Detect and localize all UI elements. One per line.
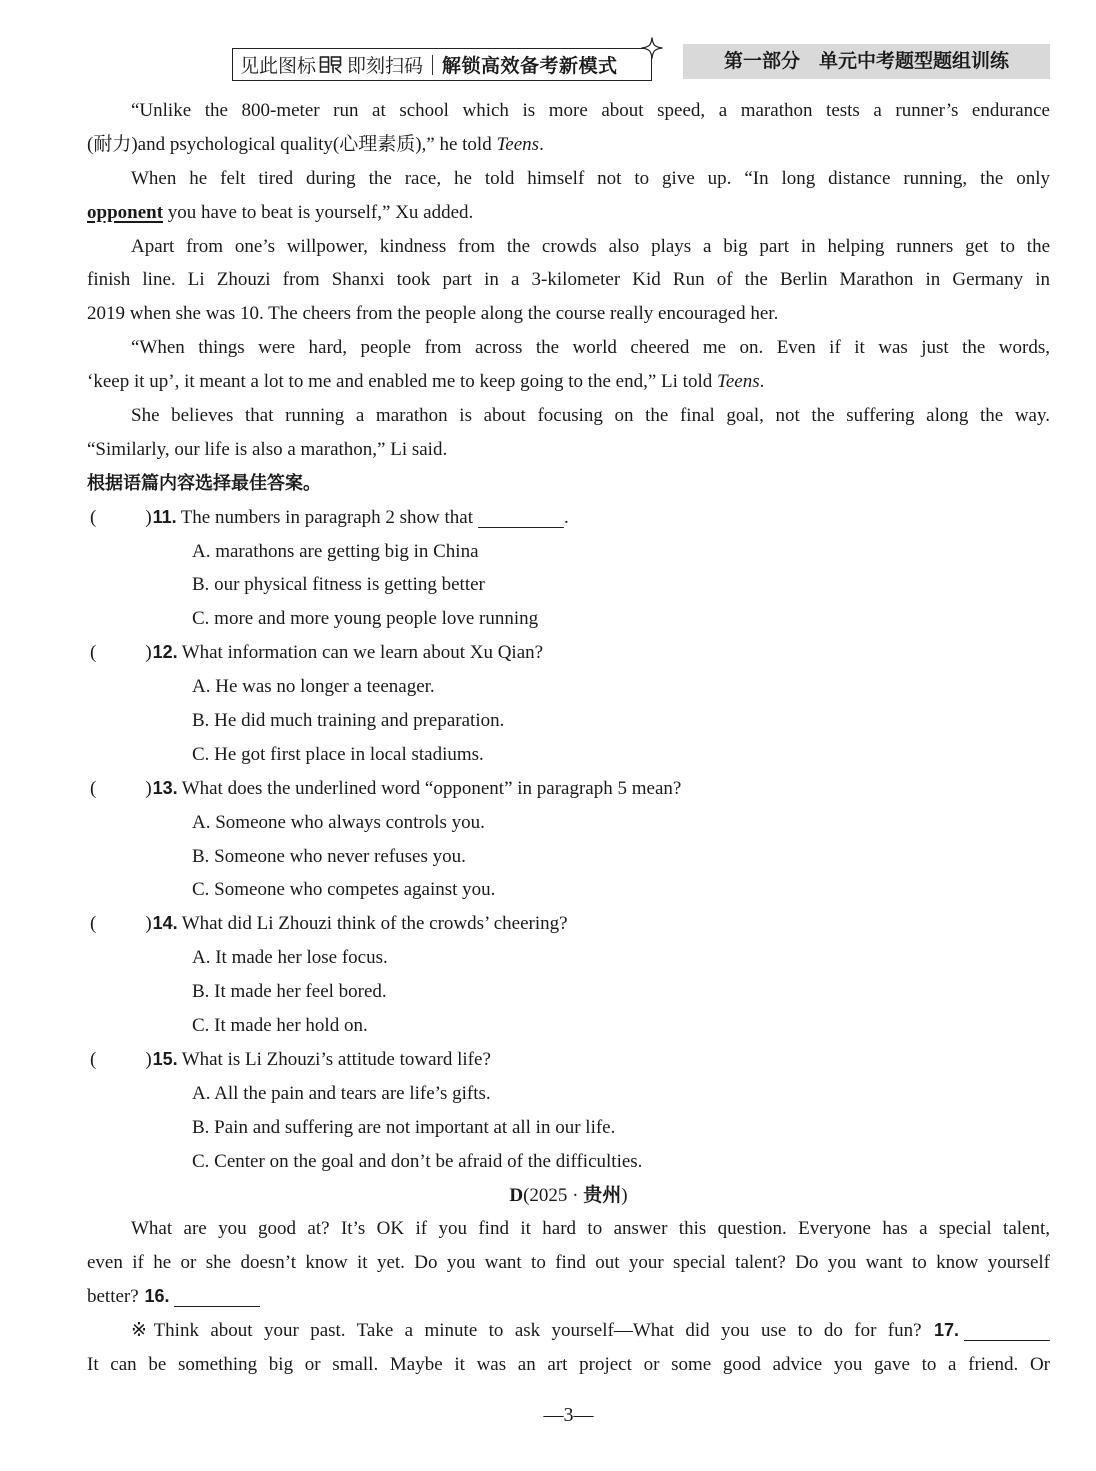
blank-number: 17. bbox=[933, 1320, 959, 1341]
question-number: 13. bbox=[152, 777, 178, 798]
answer-bracket-close: ) bbox=[145, 642, 152, 664]
question-14 bbox=[87, 907, 1050, 941]
text-run: you have to beat is yourself,” Xu added. bbox=[163, 201, 474, 223]
question-number: 11. bbox=[152, 506, 177, 527]
answer-blank bbox=[478, 509, 564, 528]
slogan-text: 解锁高效备考新模式 bbox=[442, 55, 618, 77]
banner-divider bbox=[432, 55, 433, 75]
scan-code-icon bbox=[319, 55, 343, 75]
passage-d-p1-line3 bbox=[87, 1280, 1050, 1314]
scan-prefix-text: 见此图标 bbox=[240, 55, 317, 77]
passage-c-p5-line1: She believes that running a marathon is about focusing on the final goal, not the suffering along the way. bbox=[131, 405, 1050, 427]
question-number: 14. bbox=[152, 913, 178, 934]
passage-letter: D bbox=[509, 1184, 524, 1206]
publication-name: Teens bbox=[496, 133, 540, 155]
question-instruction: 根据语篇内容选择最佳答案。 bbox=[87, 472, 321, 494]
question-12 bbox=[87, 636, 1050, 670]
option-c: C. Center on the goal and don’t be afraid of the difficulties. bbox=[192, 1150, 643, 1172]
answer-blank bbox=[964, 1322, 1050, 1341]
passage-c-p3-line2: finish line. Li Zhouzi from Shanxi took part in a 3-kilometer Kid Run of the Berlin Marathon in Germany in bbox=[87, 269, 1050, 291]
source-open: (2025 · bbox=[523, 1184, 584, 1206]
answer-bracket-close: ) bbox=[145, 506, 152, 528]
question-stem: What information can we learn about Xu Qian? bbox=[181, 642, 544, 664]
option-c: C. It made her hold on. bbox=[192, 1015, 368, 1037]
page-body bbox=[87, 94, 1050, 1382]
passage-c-p2-line1: When he felt tired during the race, he told himself not to give up. “In long distance running, the only bbox=[131, 167, 1050, 189]
option-b: B. It made her feel bored. bbox=[192, 981, 387, 1003]
option-a: A. All the pain and tears are life’s gifts. bbox=[192, 1082, 491, 1104]
answer-bracket-open: ( bbox=[90, 642, 97, 664]
option-a: A. He was no longer a teenager. bbox=[192, 676, 435, 698]
text-run: . bbox=[759, 371, 765, 393]
option-b: B. Pain and suffering are not important at all in our life. bbox=[192, 1116, 616, 1138]
option-c: C. Someone who competes against you. bbox=[192, 879, 496, 901]
question-11 bbox=[87, 501, 1050, 535]
text-run: ‘keep it up’, it meant a lot to me and enabled me to keep going to the end,” Li told bbox=[87, 371, 717, 393]
option-c: C. He got first place in local stadiums. bbox=[192, 743, 484, 765]
underlined-word: opponent bbox=[87, 201, 164, 223]
passage-d-p1-line2: even if he or she doesn’t know it yet. Do you want to find out your special talent? Do you want to know yourself bbox=[87, 1252, 1050, 1274]
passage-c-p3-line3: 2019 when she was 10. The cheers from the people along the course really encouraged her. bbox=[87, 303, 779, 325]
passage-d-p1-line1: What are you good at? It’s OK if you find it hard to answer this question. Everyone has a special talent, bbox=[131, 1218, 1050, 1240]
option-b: B. Someone who never refuses you. bbox=[192, 845, 466, 867]
answer-bracket-open: ( bbox=[90, 913, 97, 935]
passage-d-p2-line1 bbox=[87, 1314, 1050, 1348]
section-title: 第一部分 单元中考题型题组训练 bbox=[683, 44, 1050, 79]
answer-bracket-open: ( bbox=[90, 506, 97, 528]
sparkle-icon bbox=[641, 37, 663, 59]
question-number: 15. bbox=[152, 1048, 178, 1069]
passage-c-p4-line1: “When things were hard, people from across the world cheered me on. Even if it was just the words, bbox=[131, 337, 1050, 359]
option-c: C. more and more young people love running bbox=[192, 608, 539, 630]
question-stem-end: . bbox=[564, 506, 569, 528]
answer-bracket-close: ) bbox=[145, 913, 152, 935]
question-13 bbox=[87, 772, 1050, 806]
answer-blank bbox=[174, 1288, 260, 1307]
option-a: A. Someone who always controls you. bbox=[192, 811, 485, 833]
source-province: 贵州 bbox=[583, 1184, 622, 1206]
option-a: A. marathons are getting big in China bbox=[192, 540, 479, 562]
source-close: ) bbox=[621, 1184, 628, 1206]
passage-c-p3-line1: Apart from one’s willpower, kindness from the crowds also plays a big part in helping runners get to the bbox=[131, 235, 1050, 257]
scan-suffix-text: 即刻扫码 bbox=[347, 55, 424, 77]
option-b: B. He did much training and preparation. bbox=[192, 710, 505, 732]
blank-number: 16. bbox=[144, 1286, 170, 1307]
text-run: ※Think about your past. Take a minute to ask yourself—What did you use to do for fun? bbox=[131, 1320, 933, 1342]
text-run: better? bbox=[87, 1286, 144, 1308]
text-run: . bbox=[539, 133, 544, 155]
question-number: 12. bbox=[152, 642, 178, 663]
answer-bracket-close: ) bbox=[145, 777, 152, 799]
passage-c-p4-line2 bbox=[87, 365, 1050, 399]
question-stem: The numbers in paragraph 2 show that bbox=[180, 506, 473, 528]
scan-banner bbox=[232, 48, 652, 81]
option-b: B. our physical fitness is getting better bbox=[192, 574, 485, 596]
question-stem: What is Li Zhouzi’s attitude toward life? bbox=[181, 1048, 491, 1070]
passage-d-p2-line2: It can be something big or small. Maybe it was an art project or some good advice you gave to a friend. Or bbox=[87, 1353, 1050, 1375]
answer-bracket-open: ( bbox=[90, 777, 97, 799]
answer-bracket-open: ( bbox=[90, 1048, 97, 1070]
passage-d-heading bbox=[87, 1179, 1050, 1213]
passage-c-p1-line2 bbox=[87, 128, 1050, 162]
page-number: —3— bbox=[543, 1404, 594, 1426]
question-15 bbox=[87, 1043, 1050, 1077]
question-stem: What does the underlined word “opponent” in paragraph 5 mean? bbox=[181, 777, 682, 799]
question-stem: What did Li Zhouzi think of the crowds’ cheering? bbox=[181, 913, 568, 935]
publication-name: Teens bbox=[717, 371, 760, 393]
text-run: (耐力)and psychological quality(心理素质),” he told bbox=[87, 133, 497, 155]
answer-bracket-close: ) bbox=[145, 1048, 152, 1070]
option-a: A. It made her lose focus. bbox=[192, 947, 388, 969]
passage-c-p1-line1: “Unlike the 800-meter run at school which is more about speed, a marathon tests a runner’s endurance bbox=[131, 100, 1050, 121]
passage-c-p5-line2: “Similarly, our life is also a marathon,” Li said. bbox=[87, 438, 448, 460]
passage-c-p2-line2 bbox=[87, 196, 1050, 230]
